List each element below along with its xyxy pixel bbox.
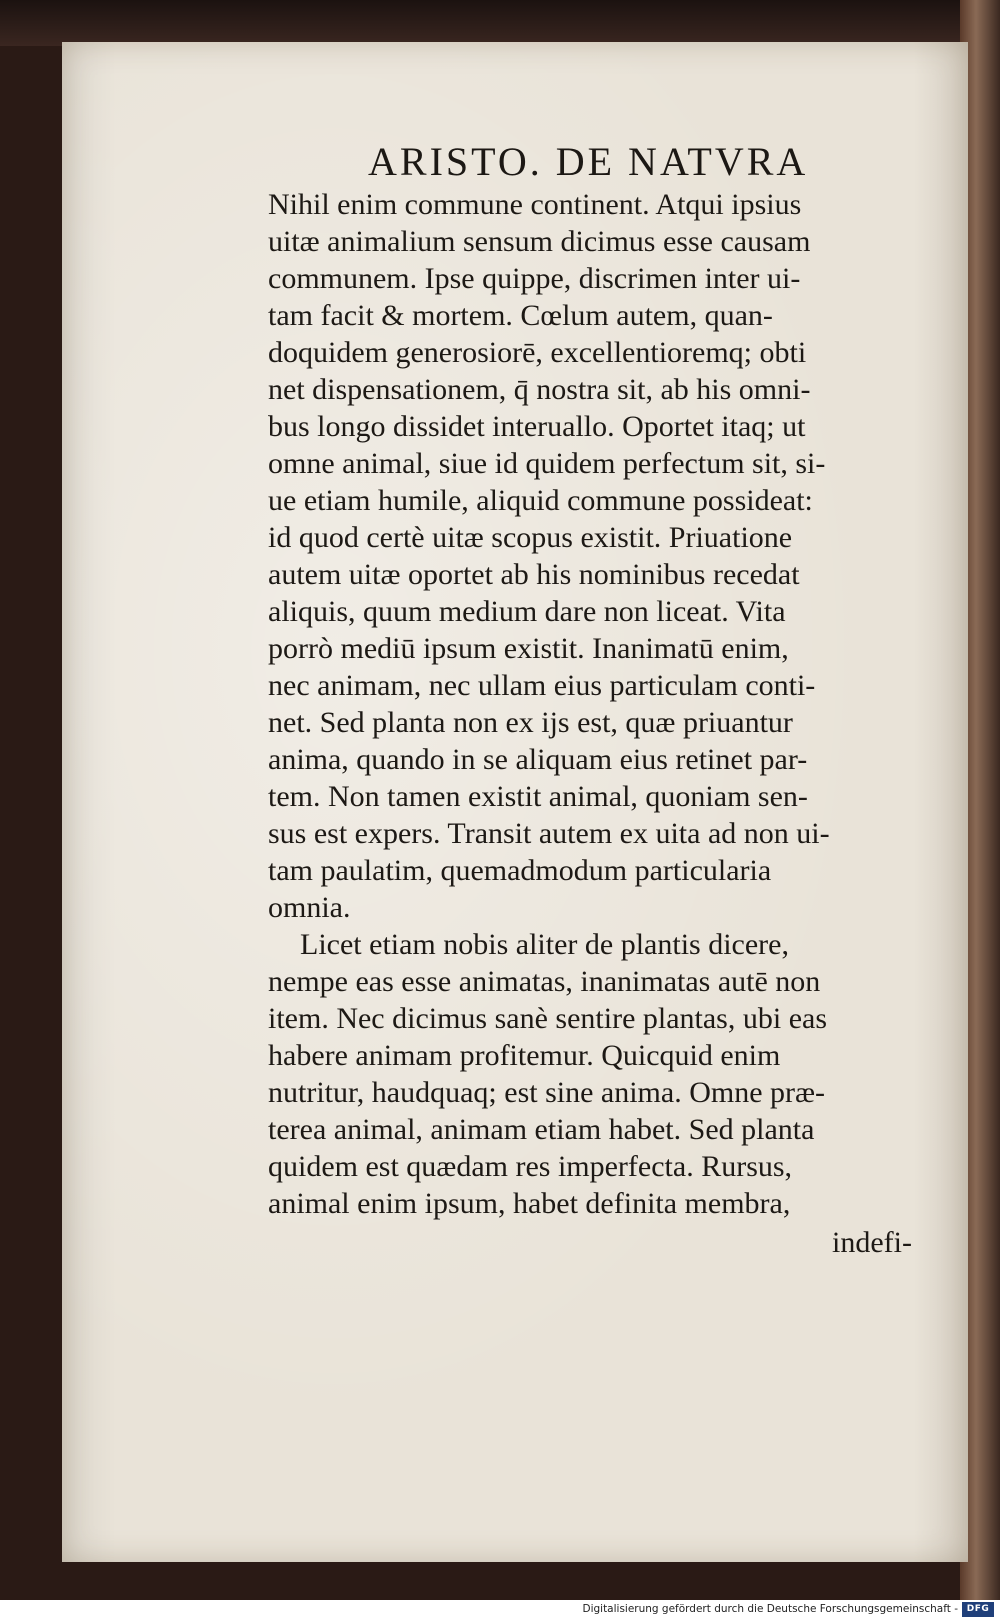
dfg-logo-icon: DFG: [962, 1602, 994, 1617]
text-line: item. Nec dicimus sanè sentire plantas, ubi eas: [268, 1002, 827, 1035]
text-line: ue etiam humile, aliquid commune possideat:: [268, 484, 813, 517]
text-line: porrò mediū ipsum existit. Inanimatū enim,: [268, 632, 789, 665]
text-line: aliquis, quum medium dare non liceat. Vita: [268, 595, 786, 628]
text-line: animal enim ipsum, habet definita membra,: [268, 1187, 791, 1220]
text-line: omne animal, siue id quidem perfectum sit, si-: [268, 447, 826, 480]
main-text: [268, 186, 928, 1222]
text-line: tem. Non tamen existit animal, quoniam sen-: [268, 780, 808, 813]
text-line: anima, quando in se aliquam eius retinet par-: [268, 743, 808, 776]
text-line: tam facit & mortem. Cœlum autem, quan-: [268, 299, 773, 332]
text-line: sus est expers. Transit autem ex uita ad non ui-: [268, 817, 830, 850]
text-line: nutritur, haudquaq; est sine anima. Omne præ-: [268, 1076, 826, 1109]
text-line: quidem est quædam res imperfecta. Rursus,: [268, 1150, 793, 1183]
paragraph-first-line: Licet etiam nobis aliter de plantis dicere,: [300, 928, 789, 961]
text-line: Nihil enim commune continent. Atqui ipsius: [268, 188, 802, 221]
scan-top-margin: [0, 0, 1000, 46]
text-line: bus longo dissidet interuallo. Oportet itaq; ut: [268, 410, 806, 443]
text-line: autem uitæ oportet ab his nominibus recedat: [268, 558, 800, 591]
text-line: habere animam profitemur. Quicquid enim: [268, 1039, 781, 1072]
text-line: net. Sed planta non ex ijs est, quæ priuantur: [268, 706, 793, 739]
text-line: net dispensationem, q̄ nostra sit, ab his omni-: [268, 373, 811, 406]
catchword: indefi-: [832, 1226, 912, 1259]
text-line: terea animal, animam etiam habet. Sed planta: [268, 1113, 815, 1146]
text-line: id quod certè uitæ scopus existit. Priuatione: [268, 521, 793, 554]
text-line: nempe eas esse animatas, inanimatas autē non: [268, 965, 821, 998]
text-line: nec animam, nec ullam eius particulam conti-: [268, 669, 816, 702]
footer-bar: [0, 1600, 1000, 1621]
text-line: doquidem generosiorē, excellentioremq; obti: [268, 336, 807, 369]
funding-credit: Digitalisierung gefördert durch die Deutsche Forschungsgemeinschaft -: [582, 1603, 958, 1615]
text-line: omnia.: [268, 891, 351, 924]
text-line: uitæ animalium sensum dicimus esse causam: [268, 225, 811, 258]
text-line: tam paulatim, quemadmodum particularia: [268, 854, 772, 887]
text-line: communem. Ipse quippe, discrimen inter ui-: [268, 262, 801, 295]
running-head: ARISTO. DE NATVRA: [368, 139, 809, 184]
